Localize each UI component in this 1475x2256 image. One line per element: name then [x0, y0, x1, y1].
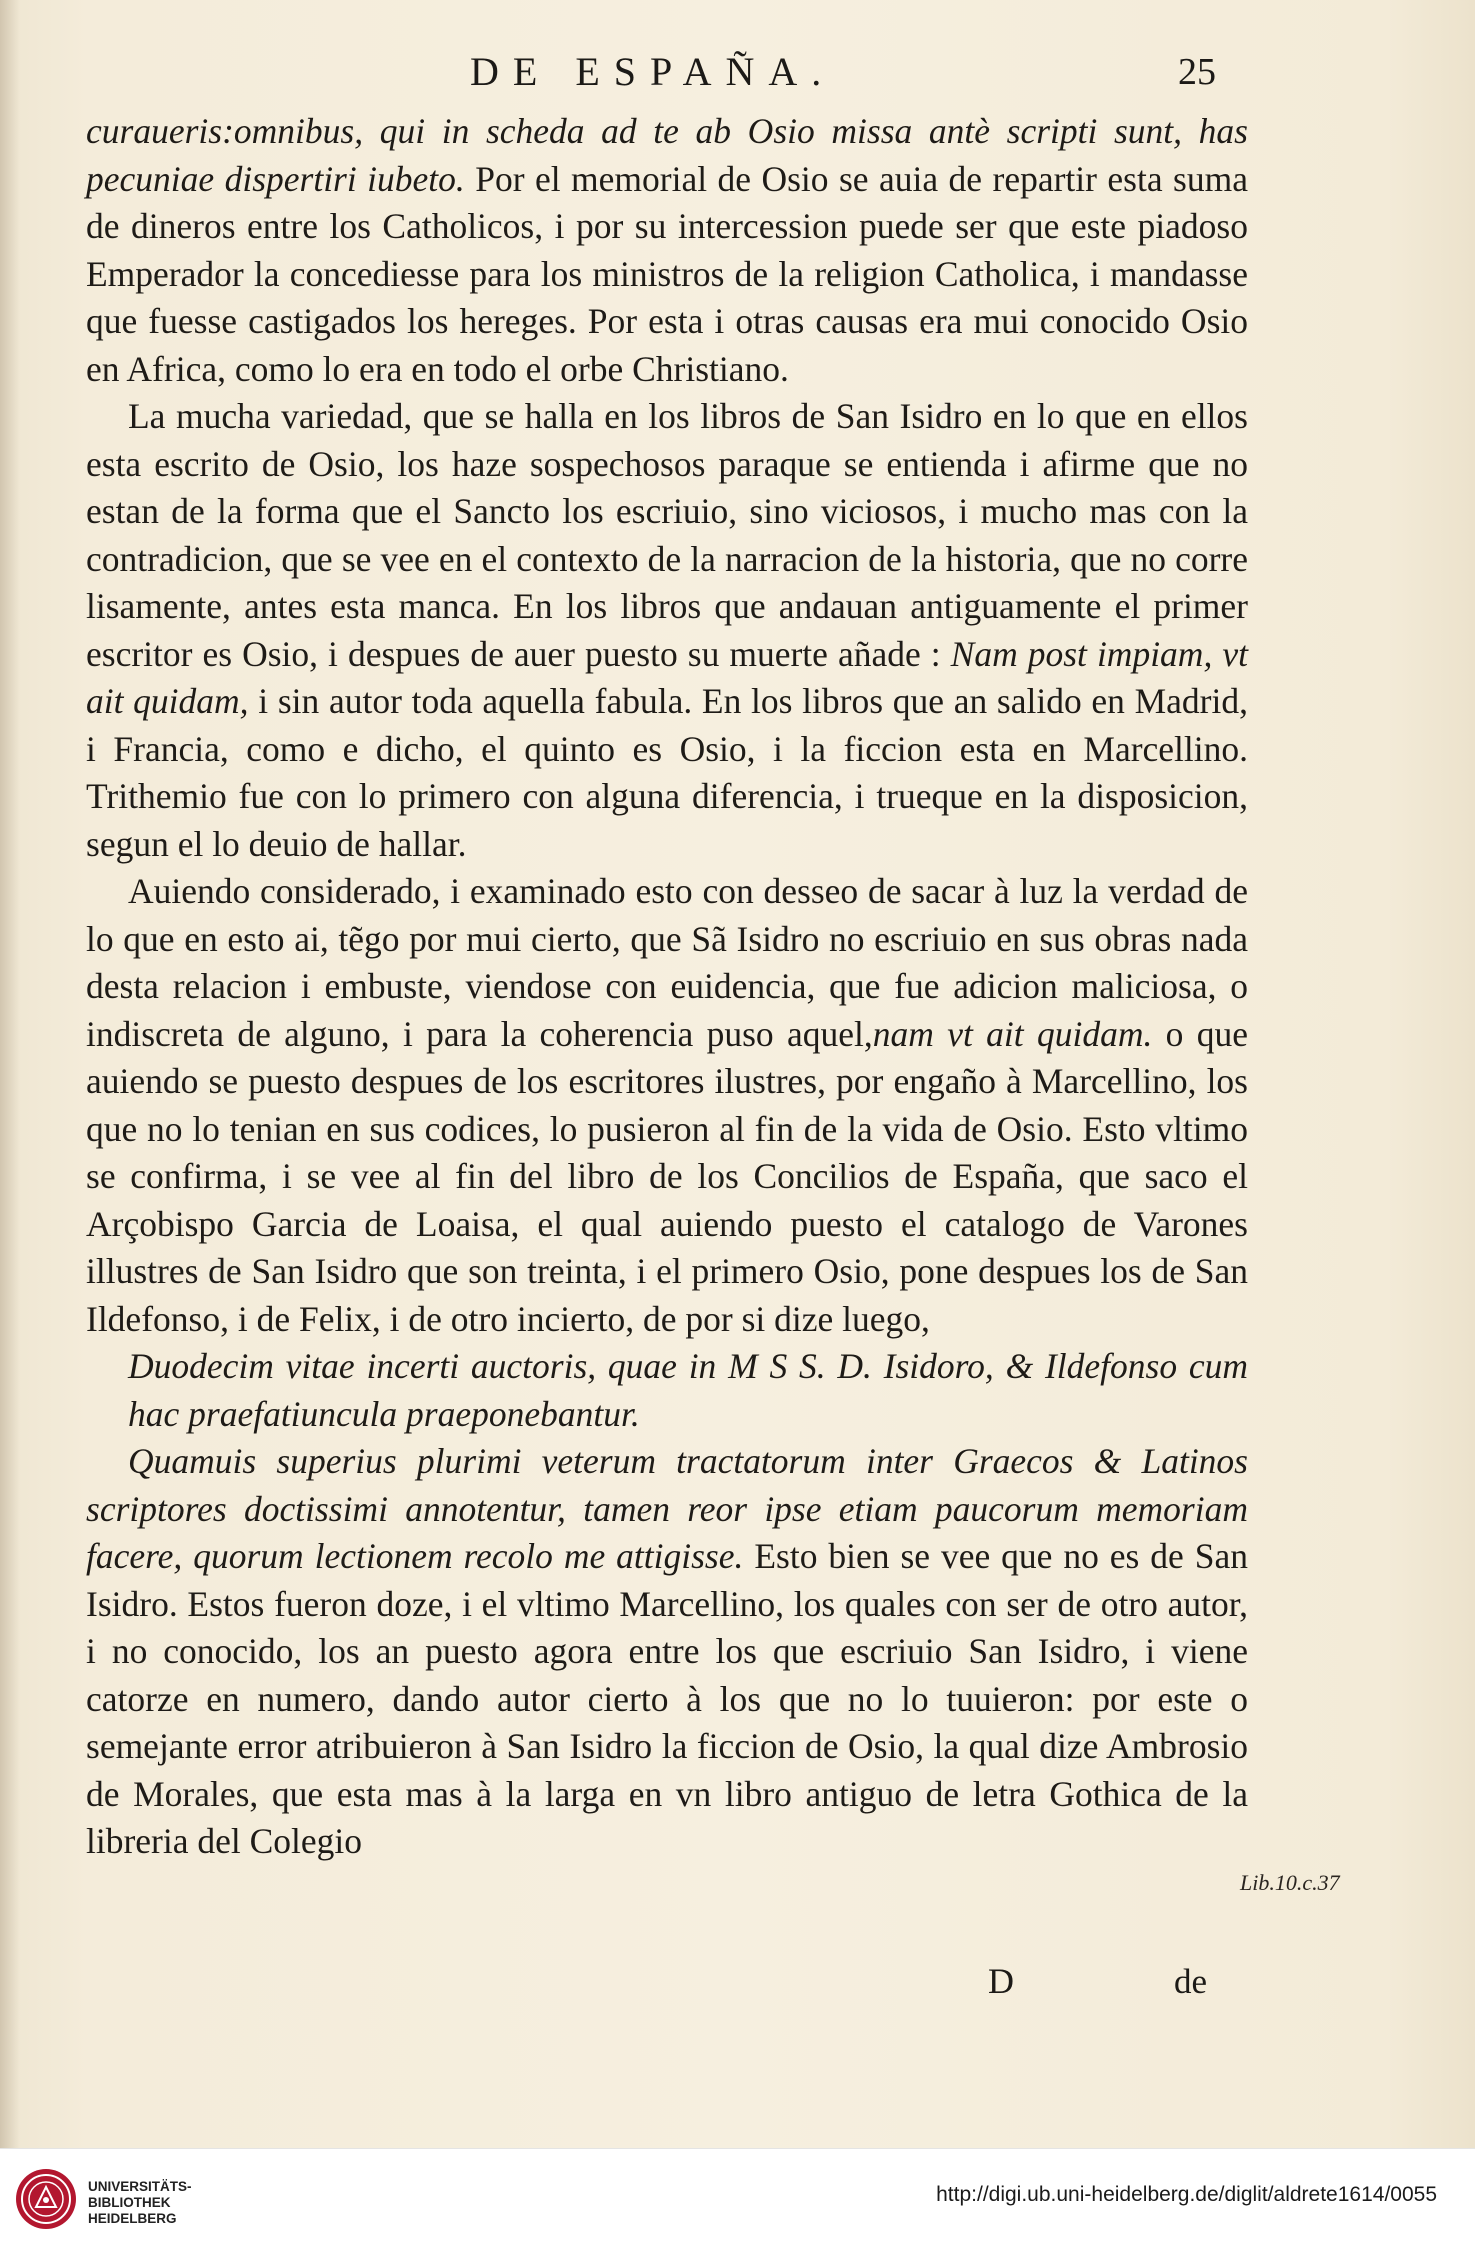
- paragraph-1: [86, 108, 1248, 393]
- latin-quote-inline: curaueris:omnibus, qui in scheda ad te ab Osio missa antè scripti sunt, has pecuniae dispertiri iubeto.: [86, 111, 1248, 199]
- latin-quote-inline: nam vt ait quidam.: [872, 1013, 1153, 1054]
- viewer-footer: [0, 2148, 1475, 2256]
- university-seal-icon: [14, 2167, 78, 2231]
- permalink-url[interactable]: http://digi.ub.uni-heidelberg.de/diglit/aldrete1614/0055: [936, 2183, 1437, 2206]
- catchword: de: [1174, 1962, 1208, 2001]
- running-title: DE ESPAÑA.: [470, 49, 836, 94]
- body-text: [86, 108, 1248, 1866]
- paragraph-text: Por el memorial de Osio se auia de repartir esta suma de dineros entre los Catholicos, i por su intercession puede ser que este piadoso Emperador la concediesse para los ministros de la religion Catholica, i mandasse que fuesse castigados los hereges. Por esta i otras causas era mui conocido Osio en Africa, como lo era en todo el orbe Christiano.: [86, 158, 1248, 389]
- signature-mark: D: [988, 1961, 1014, 2001]
- paragraph-4: Quamuis superius plurimi veterum tractatorum inter Graecos & Latinos scriptores doctissimi annotentur, tamen reor ipse etiam paucorum memoriam facere, quorum lectionem recolo me attigisse. Esto bien se vee que no es de San Isidro. Estos fueron doze, i el vltimo Marcellino, los quales con ser de otro autor, i no conocido, los an puesto agora entre los que escriuio San Isidro, i viene catorze en numero, dando autor cierto à los que no lo tuuieron: por este o semejante error atribuieron à San Isidro la ficcion de Osio, la qual dize Ambrosio de Morales, que esta mas à la larga en vn libro antiguo de letra Gothica de la libreria del Colegio: [86, 1441, 1249, 1861]
- block-quote-1: Duodecim vitae incerti auctoris, quae in M S S. D. Isidoro, & Ildefonso cum hac praefatiuncula praeponebantur.: [128, 1346, 1248, 1434]
- paragraph-3: Auiendo considerado, i examinado esto con desseo de sacar à luz la verdad de lo que en esto ai, tẽgo por mui cierto, que Sã Isidro no escriuio en sus obras nada desta relacion i embuste, viendose con euidencia, que fue adicion maliciosa, o indiscreta de alguno, i para la coherencia puso aquel,nam vt ait quidam. o que auiendo se puesto despues de los escritores ilustres, por engaño à Marcellino, los que no lo tenian en sus codices, lo pusieron al fin de la vida de Osio. Esto vltimo se confirma, i se vee al fin del libro de los Concilios de España, que saco el Arçobispo Garcia de Loaisa, el qual auiendo puesto el catalogo de Varones illustres de San Isidro que son treinta, i el primero Osio, pone despues los de San Ildefonso, i de Felix, i de otro incierto, de por si dize luego,: [86, 871, 1248, 1339]
- latin-quote-inline: Nam post impiam, vt ait quidam,: [86, 633, 1248, 721]
- paragraph-2: La mucha variedad, que se halla en los libros de San Isidro en lo que en ellos esta escrito de Osio, los haze sospechosos paraque se entienda i afirme que no estan de la forma que el Sancto los escriuio, sino viciosos, i mucho mas con la contradicion, que se vee en el contexto de la narracion de la historia, que no corre lisamente, antes esta manca. En los libros que andauan antiguamente el primer escritor es Osio, i despues de auer puesto su muerte añade : Nam post impiam, vt ait quidam, i sin autor toda aquella fabula. En los libros que an salido en Madrid, i Francia, como e dicho, el quinto es Osio, i la ficcion esta en Marcellino. Trithemio fue con lo primero con alguna diferencia, i trueque en la disposicion, segun el lo deuio de hallar.: [86, 396, 1248, 864]
- block-quote-2: Quamuis superius plurimi veterum tractatorum inter Graecos & Latinos scriptores doctissimi annotentur, tamen reor ipse etiam paucorum memoriam facere, quorum lectionem recolo me attigisse.: [86, 1441, 1248, 1576]
- library-name: UNIVERSITÄTS- BIBLIOTHEK HEIDELBERG: [88, 2179, 192, 2226]
- page-number: 25: [1178, 51, 1216, 93]
- margin-note: Lib.10.c.37: [1240, 1870, 1340, 1895]
- gutter-shadow: [0, 0, 20, 2148]
